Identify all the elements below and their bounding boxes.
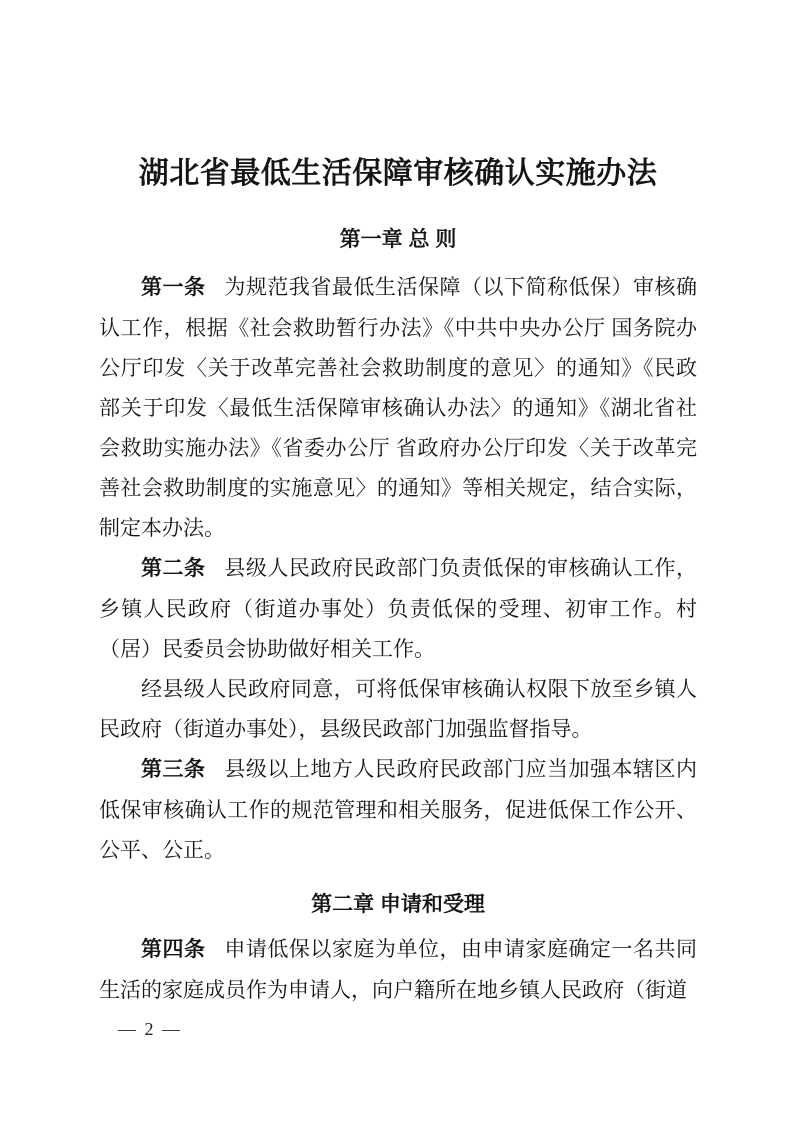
- article-3-number: 第三条: [141, 758, 206, 781]
- article-4-text: 申请低保以家庭为单位，由申请家庭确定一名共同生活的家庭成员作为申请人，向户籍所在地乡镇人民政府（街道: [99, 937, 697, 1002]
- article-3-text: 县级以上地方人民政府民政部门应当加强本辖区内低保审核确认工作的规范管理和相关服务，促进低保工作公开、公平、公正。: [99, 757, 697, 862]
- page-number: — 2 —: [118, 1019, 182, 1039]
- chapter-1-heading: 第一章 总 则: [339, 228, 457, 251]
- article-2-continuation-text: 经县级人民政府同意，可将低保审核确认权限下放至乡镇人民政府（街道办事处），县级民政部门加强监督指导。: [99, 677, 697, 741]
- article-4-number: 第四条: [141, 938, 206, 961]
- article-1-number: 第一条: [141, 276, 206, 299]
- article-1-paragraph: [99, 267, 697, 548]
- article-2-continuation-paragraph: [99, 669, 697, 749]
- article-4-paragraph: [99, 929, 697, 1010]
- chapter-2-heading: 第二章 申请和受理: [311, 893, 485, 916]
- document-title: 湖北省最低生活保障审核确认实施办法: [138, 157, 658, 190]
- article-3-paragraph: [99, 749, 697, 870]
- article-2-number: 第二条: [141, 557, 206, 580]
- article-1-text: 为规范我省最低生活保障（以下简称低保）审核确认工作，根据《社会救助暂行办法》《中共中央办公厅 国务院办公厅印发〈关于改革完善社会救助制度的意见〉的通知》《民政部关于印发〈最低生活保障审核确认办法〉的通知》《湖北省社会救助实施办法》《省委办公厅 省政府办公厅印发〈关于改革完善社会救助制度的实施意见〉的通知》等相关规定，结合实际，制定本办法。: [99, 275, 697, 540]
- article-2-paragraph: [99, 548, 697, 669]
- article-2-text: 县级人民政府民政部门负责低保的审核确认工作，乡镇人民政府（街道办事处）负责低保的受理、初审工作。村（居）民委员会协助做好相关工作。: [99, 556, 697, 661]
